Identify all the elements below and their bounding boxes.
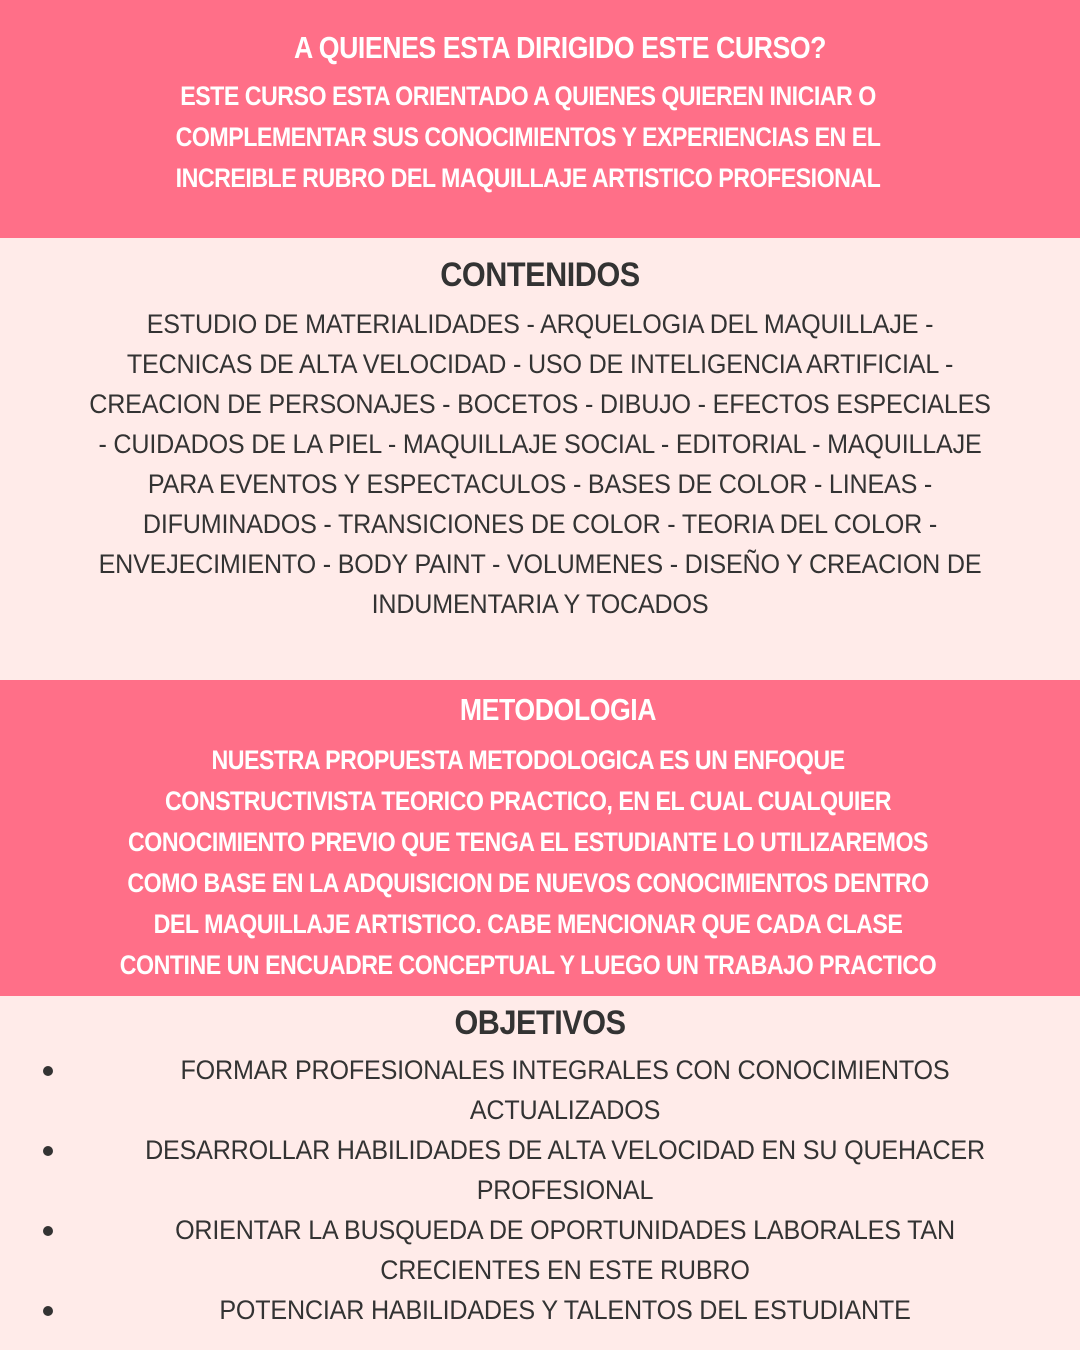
objective-text [86, 1290, 1044, 1330]
methodology-line: CONOCIMIENTO PREVIO QUE TENGA EL ESTUDIANTE LO UTILIZAREMOS [128, 827, 928, 857]
methodology-line: NUESTRA PROPUESTA METODOLOGICA ES UN ENFOQUE [211, 745, 845, 775]
audience-description [74, 76, 982, 199]
objective-line: POTENCIAR HABILIDADES Y TALENTOS DEL ESTUDIANTE [219, 1295, 911, 1325]
methodology-title: METODOLOGIA [459, 692, 657, 727]
contents-line: CREACION DE PERSONAJES - BOCETOS - DIBUJO - EFECTOS ESPECIALES [89, 389, 991, 419]
contents-line: TECNICAS DE ALTA VELOCIDAD - USO DE INTELIGENCIA ARTIFICIAL - [126, 349, 954, 379]
audience-line: ESTE CURSO ESTA ORIENTADO A QUIENES QUIEREN INICIAR O [180, 81, 876, 111]
objective-item [0, 1210, 1080, 1290]
bullet-icon [43, 1306, 53, 1316]
contents-list [38, 304, 1042, 624]
objective-line: ACTUALIZADOS [469, 1095, 661, 1125]
audience-section [0, 0, 1080, 238]
audience-line: INCREIBLE RUBRO DEL MAQUILLAJE ARTISTICO PROFESIONAL [175, 163, 881, 193]
objective-text [86, 1050, 1044, 1130]
contents-line: DIFUMINADOS - TRANSICIONES DE COLOR - TEORIA DEL COLOR - [142, 509, 938, 539]
bullet-icon [43, 1226, 53, 1236]
methodology-line: CONSTRUCTIVISTA TEORICO PRACTICO, EN EL CUAL CUALQUIER [165, 786, 891, 816]
objective-text [86, 1130, 1044, 1210]
contents-line: ESTUDIO DE MATERIALIDADES - ARQUELOGIA DEL MAQUILLAJE - [146, 309, 934, 339]
contents-line: ENVEJECIMIENTO - BODY PAINT - VOLUMENES - DISEÑO Y CREACION DE [98, 549, 982, 579]
contents-title: CONTENIDOS [440, 256, 640, 294]
objectives-list [0, 1050, 1080, 1330]
contents-line: INDUMENTARIA Y TOCADOS [371, 589, 709, 619]
contents-line: PARA EVENTOS Y ESPECTACULOS - BASES DE COLOR - LINEAS - [147, 469, 933, 499]
methodology-line: DEL MAQUILLAJE ARTISTICO. CABE MENCIONAR QUE CADA CLASE [153, 909, 903, 939]
objective-item [0, 1290, 1080, 1330]
objective-line: PROFESIONAL [476, 1175, 654, 1205]
objective-item [0, 1130, 1080, 1210]
objectives-section [0, 996, 1080, 1350]
objective-line: ORIENTAR LA BUSQUEDA DE OPORTUNIDADES LABORALES TAN [175, 1215, 955, 1245]
objective-item [0, 1050, 1080, 1130]
methodology-section [0, 680, 1080, 996]
audience-line: COMPLEMENTAR SUS CONOCIMIENTOS Y EXPERIENCIAS EN EL [175, 122, 881, 152]
contents-line: - CUIDADOS DE LA PIEL - MAQUILLAJE SOCIAL - EDITORIAL - MAQUILLAJE [98, 429, 982, 459]
objectives-title: OBJETIVOS [454, 1004, 626, 1042]
contents-section [0, 238, 1080, 680]
bullet-icon [43, 1146, 53, 1156]
objective-line: CRECIENTES EN ESTE RUBRO [380, 1255, 750, 1285]
audience-title: A QUIENES ESTA DIRIGIDO ESTE CURSO? [293, 30, 827, 65]
objective-line: DESARROLLAR HABILIDADES DE ALTA VELOCIDAD EN SU QUEHACER [145, 1135, 985, 1165]
methodology-line: CONTINE UN ENCUADRE CONCEPTUAL Y LUEGO UN TRABAJO PRACTICO [119, 950, 937, 980]
methodology-line: COMO BASE EN LA ADQUISICION DE NUEVOS CONOCIMIENTOS DENTRO [127, 868, 929, 898]
objective-line: FORMAR PROFESIONALES INTEGRALES CON CONOCIMIENTOS [180, 1055, 950, 1085]
objective-text [86, 1210, 1044, 1290]
bullet-icon [43, 1066, 53, 1076]
methodology-description [74, 740, 982, 986]
